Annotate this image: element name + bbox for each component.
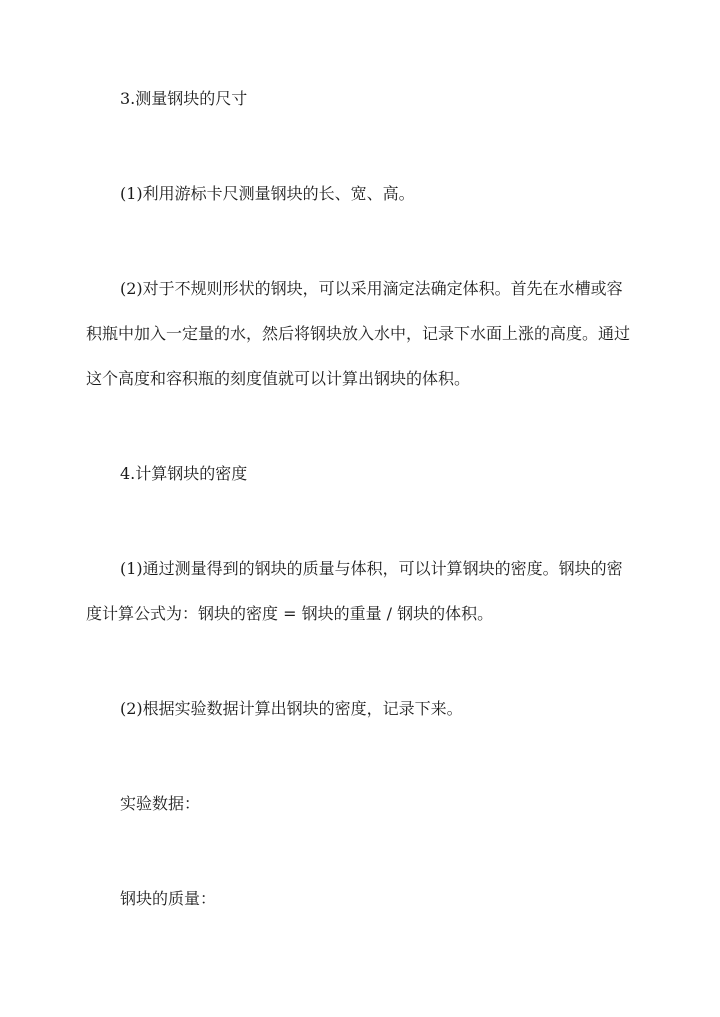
paragraph-caliper-measure: (1)利用游标卡尺测量钢块的长、宽、高。 <box>120 184 415 203</box>
label-experiment-data: 实验数据： <box>120 794 201 813</box>
paragraph-irregular-volume: (2)对于不规则形状的钢块，可以采用滴定法确定体积。首先在水槽或容积瓶中加入一定量的水，然后将钢块放入水中，记录下水面上涨的高度。通过这个高度和容积瓶的刻度值就可以计算出钢块的体积。 <box>86 279 631 388</box>
section-heading-compute-density: 4.计算钢块的密度 <box>120 464 248 483</box>
paragraph-record-density: (2)根据实验数据计算出钢块的密度，记录下来。 <box>120 699 463 718</box>
paragraph-density-formula: (1)通过测量得到的钢块的质量与体积，可以计算钢块的密度。钢块的密度计算公式为：钢块的密度 = 钢块的重量 / 钢块的体积。 <box>86 559 623 623</box>
label-steel-mass: 钢块的质量： <box>120 889 217 908</box>
section-heading-measure-size: 3.测量钢块的尺寸 <box>120 89 248 108</box>
